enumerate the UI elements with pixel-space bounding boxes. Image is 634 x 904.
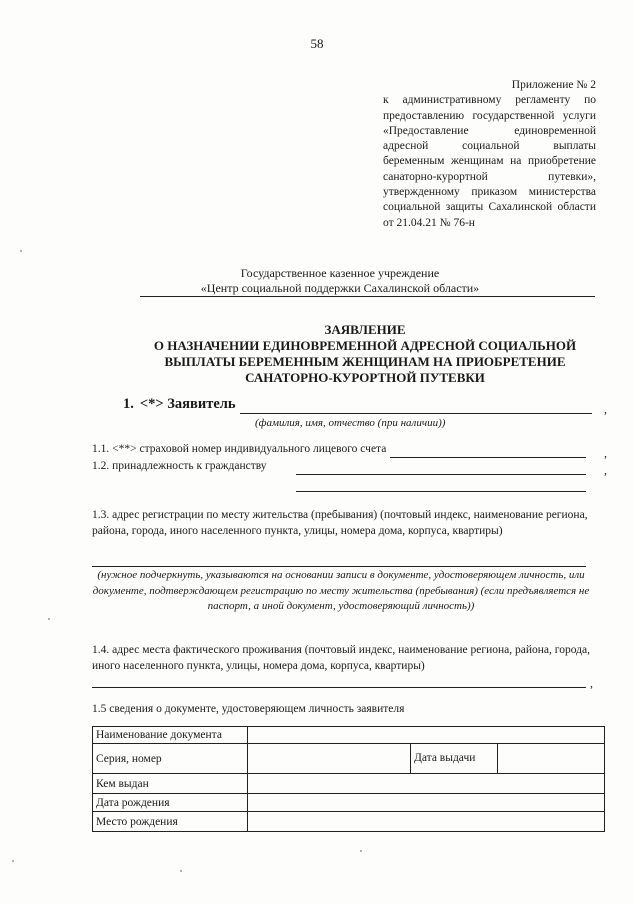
scan-speckle	[48, 618, 50, 620]
scan-speckle	[180, 870, 182, 872]
birth-place-label: Место рождения	[93, 812, 248, 832]
citizenship-comma: ,	[604, 463, 607, 477]
appendix-body: к административному регламенту по предоставлению государственной услуги «Предоставление единовременной адресной социальной выплаты беременным женщинам на приобретение санаторно-курортной путевки», утвержденному приказом министерства социальной защиты Сахалинской области от 21.04.21 № 76-н	[383, 94, 596, 229]
snils-field[interactable]	[390, 457, 586, 458]
actual-address-label: 1.4. адрес места фактического проживания (почтовый индекс, наименование региона, района, города, иного населенного пункта, улицы, номера дома, корпуса, квартиры)	[92, 644, 590, 672]
actual-address-comma: ,	[590, 676, 593, 690]
applicant-label	[123, 396, 236, 413]
organization-name: «Центр социальной поддержки Сахалинской области»	[200, 281, 480, 295]
applicant-text: <*> Заявитель	[139, 396, 236, 412]
appendix-title: Приложение № 2	[511, 79, 596, 91]
actual-address-field[interactable]	[92, 687, 586, 688]
table-row	[93, 794, 605, 812]
applicant-comma: ,	[604, 402, 607, 416]
citizenship-label: 1.2. принадлежность к гражданству	[92, 460, 267, 472]
snils-label: 1.1. <**> страховой номер индивидуального лицевого счета	[92, 443, 387, 455]
scan-speckle	[20, 250, 22, 252]
heading-line-2: О НАЗНАЧЕНИИ ЕДИНОВРЕМЕННОЙ АДРЕСНОЙ СОЦИАЛЬНОЙ	[153, 338, 577, 353]
page-number: 58	[310, 36, 324, 51]
table-row	[93, 727, 605, 744]
issue-date-field[interactable]	[498, 744, 605, 774]
applicant-name-field[interactable]	[240, 413, 592, 414]
scan-speckle	[360, 850, 362, 852]
organization-type: Государственное казенное учреждение	[240, 266, 440, 280]
id-doc-label: 1.5 сведения о документе, удостоверяющем личность заявителя	[92, 703, 405, 715]
issue-date-label: Дата выдачи	[411, 744, 498, 774]
id-document-table	[92, 726, 605, 832]
registration-note: (нужное подчеркнуть, указываются на основании записи в документе, удостоверяющем личность, или документе, подтверждающем регистрацию по месту жительства (пребывания) (если предъявляется не паспорт, а иной документ, удостоверяющий личность))	[92, 569, 590, 612]
issued-by-label: Кем выдан	[93, 774, 248, 794]
series-number-label: Серия, номер	[93, 744, 248, 774]
applicant-number: 1.	[123, 396, 134, 412]
birth-date-label: Дата рождения	[93, 794, 248, 812]
citizenship-field-2[interactable]	[296, 491, 586, 492]
table-row	[93, 774, 605, 794]
table-row	[93, 812, 605, 832]
snils-comma: ,	[604, 446, 607, 460]
heading-title: ЗАЯВЛЕНИЕ	[324, 322, 406, 337]
scan-speckle	[12, 860, 14, 862]
appendix-block	[383, 78, 596, 231]
table-row	[93, 744, 605, 774]
doc-name-label: Наименование документа	[93, 727, 248, 744]
issued-by-field[interactable]	[248, 774, 605, 794]
registration-label: 1.3. адрес регистрации по месту жительства (пребывания) (почтовый индекс, наименование региона, района, города, иного населенного пункта, улицы, номера дома, корпуса, квартиры)	[92, 509, 588, 537]
birth-date-field[interactable]	[248, 794, 605, 812]
heading-line-4: САНАТОРНО-КУРОРТНОЙ ПУТЕВКИ	[245, 370, 485, 385]
organization-underline	[140, 296, 595, 297]
citizenship-field[interactable]	[296, 474, 586, 475]
registration-field[interactable]	[92, 566, 586, 567]
series-number-field[interactable]	[248, 744, 411, 774]
heading-line-3: ВЫПЛАТЫ БЕРЕМЕННЫМ ЖЕНЩИНАМ НА ПРИОБРЕТЕНИЕ	[164, 354, 566, 369]
birth-place-field[interactable]	[248, 812, 605, 832]
applicant-hint: (фамилия, имя, отчество (при наличии))	[255, 417, 446, 429]
doc-name-field[interactable]	[248, 727, 605, 744]
